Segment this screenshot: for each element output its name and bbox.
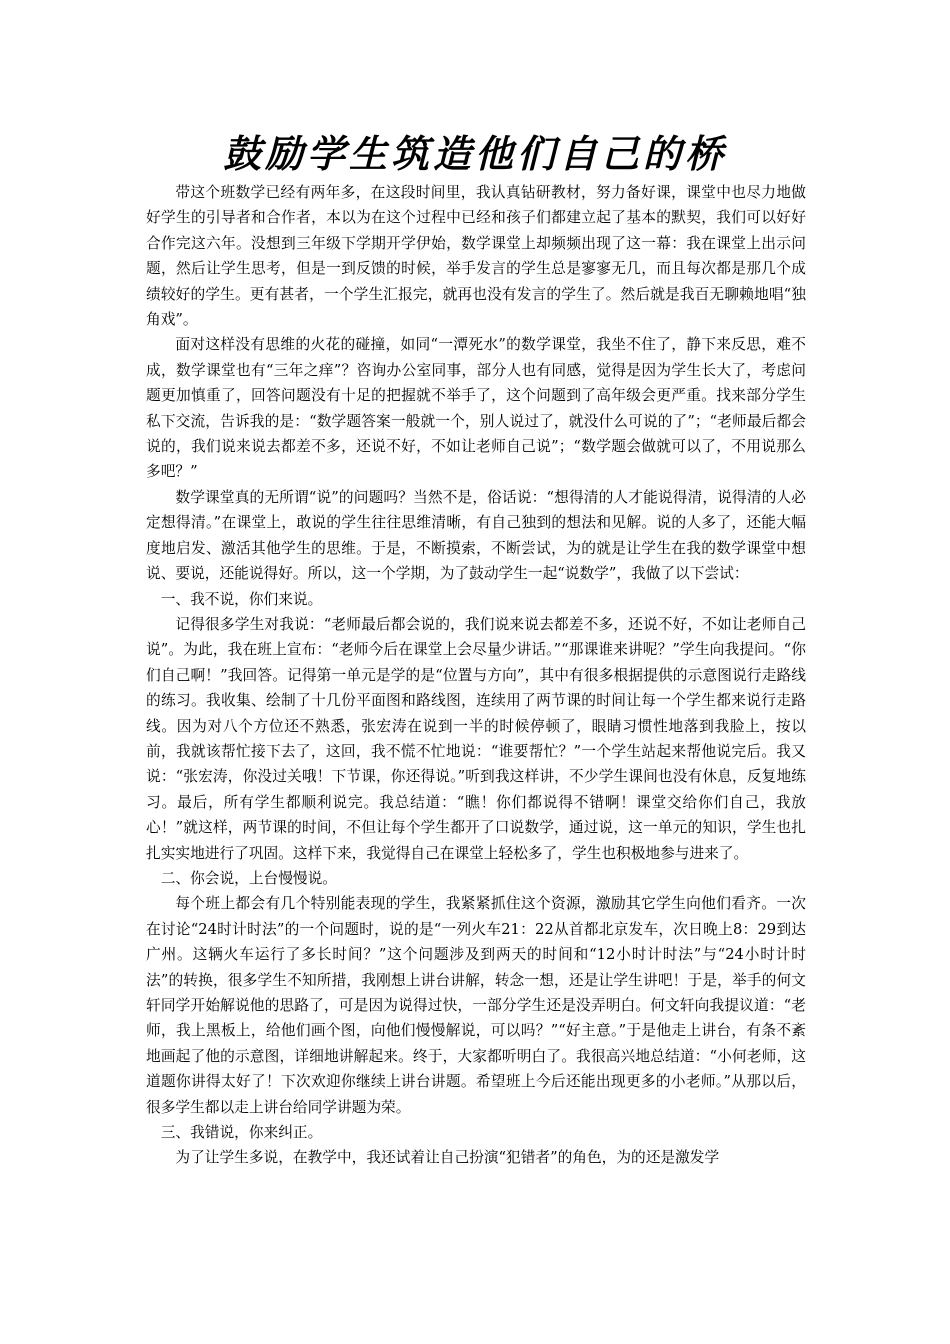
section-heading: 二、你会说，上台慢慢说。 [160,869,337,887]
paragraph: 面对这样没有思维的火花的碰撞，如同“一潭死水”的数学课堂，我坐不住了，静下来反思，难不成，数学课堂也有“三年之痒”？咨询办公室同事，部分人也有同感，觉得是因为学生长大了，考虑问题更加慎重了，回答问题没有十足的把握就不举手了，这个问题到了高年级会更严重。找来部分学生私下交流，告诉我的是：“数学题答案一般就一个，别人说过了，就没什么可说的了”；“老师最后都会说的，我们说来说去都差不多，还说不好，不如让老师自己说”；“数学题会做就可以了，不用说那么多吧？” [146,336,806,481]
paragraph: 每个班上都会有几个特别能表现的学生，我紧紧抓住这个资源，激励其它学生向他们看齐。一次在讨论“24时计时法”的一个问题时，说的是“一列火车21：22从首都北京发车，次日晚上8：29到达广州。这辆火车运行了多长时间？”这个问题涉及到两天的时间和“12小时计时法”与“24小时计时法”的转换，很多学生不知所措，我刚想上讲台讲解，转念一想，还是让学生讲吧！于是，举手的何文轩同学开始解说他的思路了，可是因为说得过快，一部分学生还是没弄明白。何文轩向我提议道：“老师，我上黑板上，给他们画个图，向他们慢慢解说，可以吗？”“好主意。”于是他走上讲台，有条不紊地画起了他的示意图，详细地讲解起来。终于，大家都听明白了。我很高兴地总结道：“小何老师，这道题你讲得太好了！下次欢迎你继续上讲台讲题。希望班上今后还能出现更多的小老师。”从那以后，很多学生都以走上讲台给同学讲题为荣。 [146,895,806,1116]
paragraph: 记得很多学生对我说：“老师最后都会说的，我们说来说去都差不多，还说不好，不如让老师自己说”。为此，我在班上宣布：“老师今后在课堂上会尽量少讲话。”“那课谁来讲呢？”学生向我提问。“你们自己啊！”我回答。记得第一单元是学的是“位置与方向”，其中有很多根据提供的示意图说行走路线的练习。我收集、绘制了十几份平面图和路线图，连续用了两节课的时间让每一个学生都来说行走路线。因为对八个方位还不熟悉，张宏涛在说到一半的时候停顿了，眼睛习惯性地落到我脸上，按以前，我就该帮忙接下去了，这回，我不慌不忙地说：“谁要帮忙？”一个学生站起来帮他说完后。我又说：“张宏涛，你没过关哦！下节课，你还得说。”听到我这样讲，不少学生课间也没有休息，反复地练习。最后，所有学生都顺利说完。我总结道：“瞧！你们都说得不错啊！课堂交给你们自己，我放心！”就这样，两节课的时间，不但让每个学生都开了口说数学，通过说，这一单元的知识，学生也扎扎实实地进行了巩固。这样下来，我觉得自己在课堂上轻松多了，学生也积极地参与进来了。 [146,615,806,862]
section-heading: 三、我错说，你来纠正。 [160,1124,323,1142]
document-body [146,180,806,1171]
paragraph: 带这个班数学已经有两年多，在这段时间里，我认真钻研教材，努力备好课，课堂中也尽力地做好学生的引导者和合作者，本以为在这个过程中已经和孩子们都建立起了基本的默契，我们可以好好合作完这六年。没想到三年级下学期开学伊始，数学课堂上却频频出现了这一幕：我在课堂上出示问题，然后让学生思考，但是一到反馈的时候，举手发言的学生总是寥寥无几，而且每次都是那几个成绩较好的学生。更有甚者，一个学生汇报完，就再也没有发言的学生了。然后就是我百无聊赖地唱“独角戏”。 [146,184,806,329]
paragraph: 为了让学生多说，在教学中，我还试着让自己扮演“犯错者”的角色，为的还是激发学 [175,1149,720,1167]
paragraph: 数学课堂真的无所谓“说”的问题吗？当然不是，俗话说：“想得清的人才能说得清，说得清的人必定想得清。”在课堂上，敢说的学生往往思维清晰，有自己独到的想法和见解。说的人多了，还能大幅度地启发、激活其他学生的思维。于是，不断摸索，不断尝试，为的就是让学生在我的数学课堂中想说、要说，还能说得好。所以，这一个学期，为了鼓动学生一起“说数学”，我做了以下尝试： [146,488,806,583]
section-heading: 一、我不说，你们来说。 [160,590,323,608]
document-title: 鼓励学生筑造他们自己的桥 [222,131,727,176]
